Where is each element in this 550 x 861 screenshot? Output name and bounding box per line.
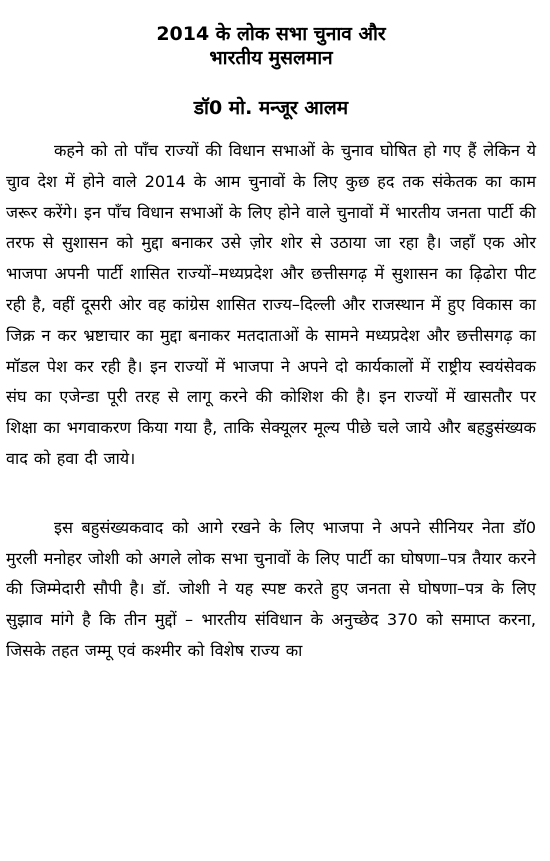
title-line-1: 2014 के लोक सभा चुनाव और (156, 23, 386, 45)
title-line-2: भारतीय मुसलमान (209, 47, 333, 69)
author-name: डॉ0 मो. मन्जूर आलम (193, 97, 349, 119)
paragraph-2: इस बहुसंख्यकवाद को आगे रखने के लिए भाजपा ने अपने सीनियर नेता डॉ0 मुरली मनोहर जोशी को अगले लोक सभा चुनावों के लिए पार्टी का घोषणा–पत्र तैयार करने की जिम्मेदारी सौपी है। डॉ. जोशी ने यह स्पष्ट करते हुए जनता से घोषणा–पत्र के लिए सुझाव मांगे है कि तीन मुद्दों – भारतीय संविधान के अनुच्छेद 370 को समाप्त करना, जिसके तहत जम्मू एवं कश्मीर को विशेष राज्य का (6, 517, 536, 660)
paragraph-1: कहने को तो पाँच राज्यों की विधान सभाओं के चुनाव घोषित हो गए हैं लेकिन ये चुाव देश में होने वाले 2014 के आम चुनावों के लिए कुछ हद तक संकेतक का काम जरूर करेंगे। इन पाँच विधान सभाओं के लिए होने वाले चुनावों में भारतीय जनता पार्टी की तरफ से सुशासन को मुद्दा बनाकर उसे ज़ोर शोर से उठाया जा रहा है। जहाँ एक ओर भाजपा अपनी पार्टी शासित राज्यों–मध्यप्रदेश और छत्तीसगढ़ में सुशासन का ढ़िढोरा पीट रही है, वहीं दूसरी ओर वह कांग्रेस शासित राज्य–दिल्ली और राजस्थान में हुए विकास का जिक्र न कर भ्रष्टाचार का मुद्दा बनाकर मतदाताओं के सामने मध्यप्रदेश और छत्तीसगढ़ का मॉडल पेश कर रही है। इन राज्यों में भाजपा ने अपने दो कार्यकालों में राष्ट्रीय स्वयंसेवक संघ का एजेन्डा पूरी तरह से लागू करने की कोशिश की है। इन राज्यों में खासतौर पर शिक्षा का भगवाकरण किया गया है, ताकि सेक्यूलर मूल्य पीछे चले जाये और बहडुसंख्यक वाद को हवा दी जाये। (6, 141, 536, 468)
document-title (6, 22, 536, 70)
